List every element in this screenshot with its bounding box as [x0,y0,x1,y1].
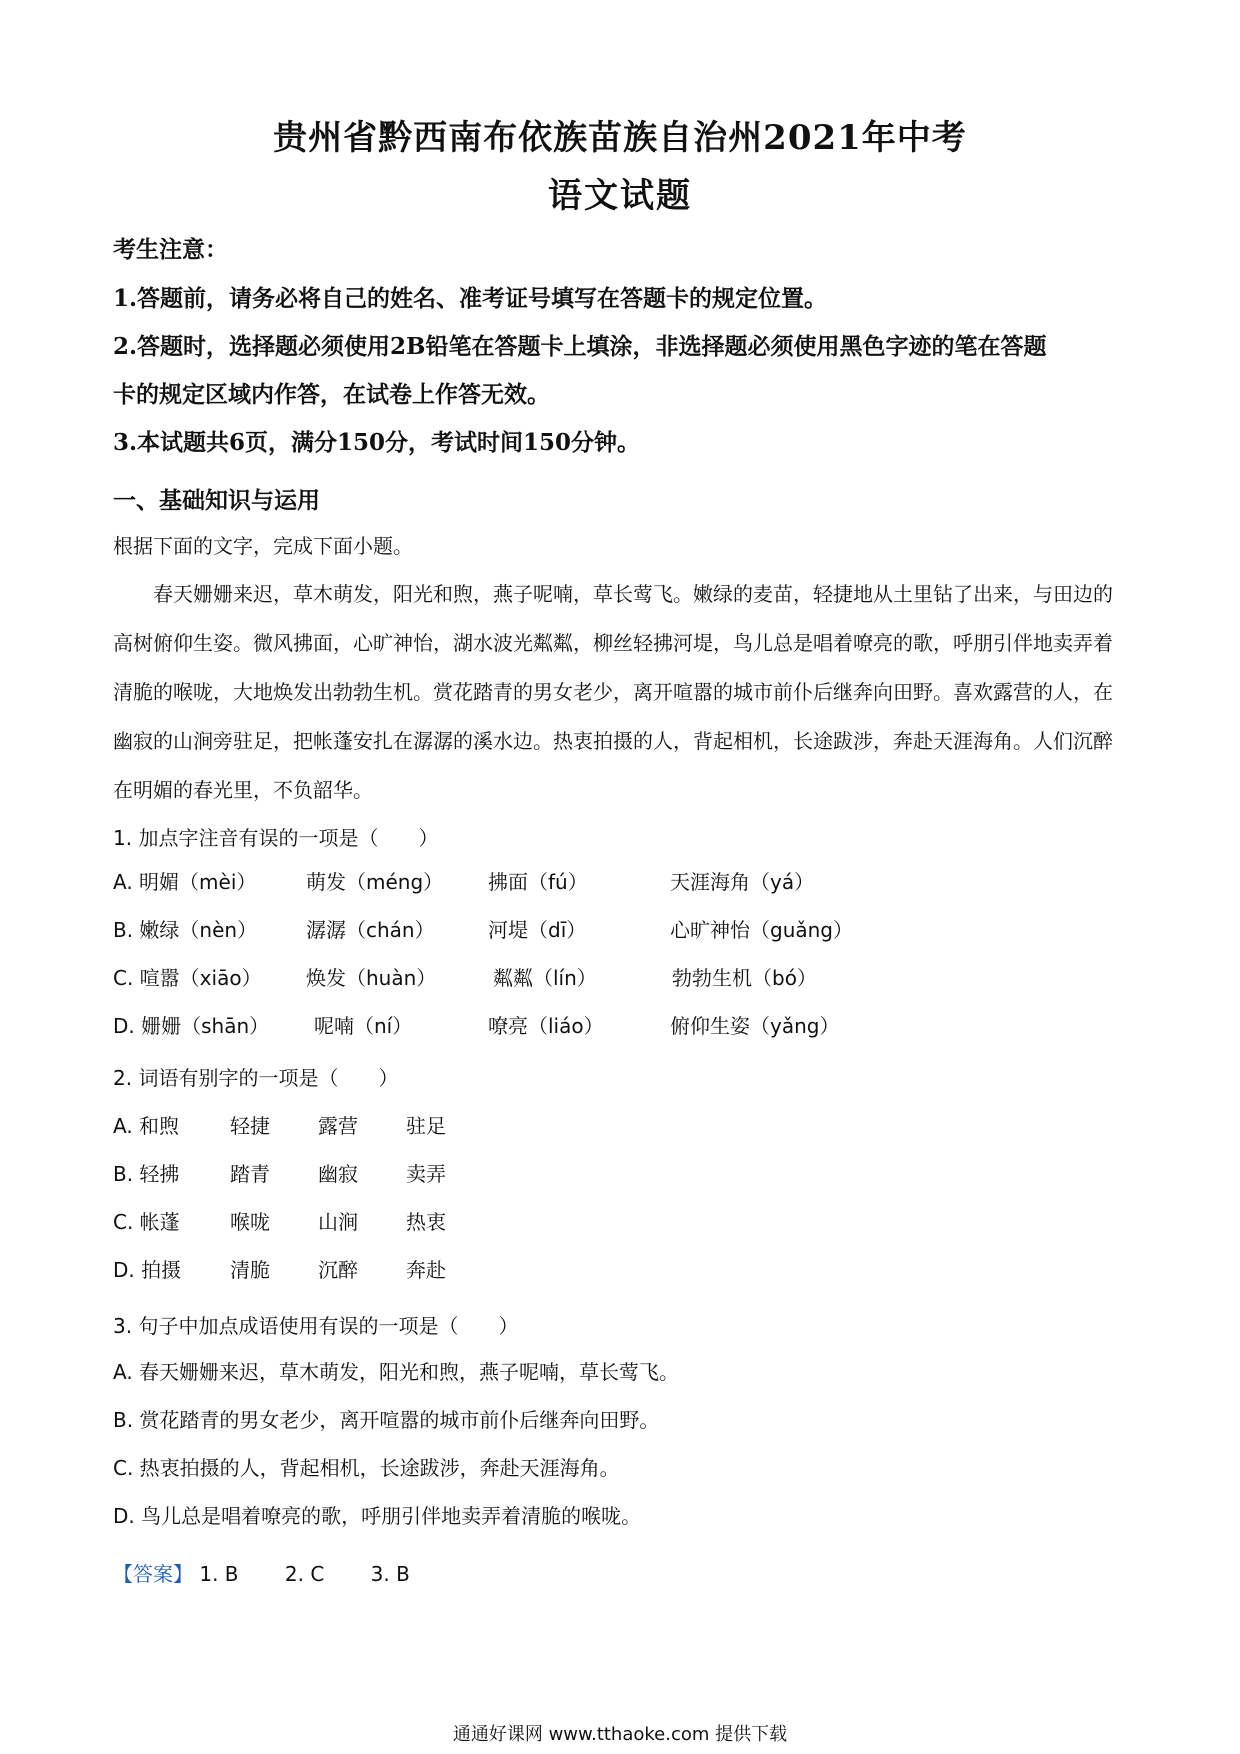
q3-option-d: D. 鸟儿总是唱着嘹亮的歌，呼朋引伴地卖弄着清脆的喉咙。 [113,1504,642,1528]
passage-text: 春天姗姗来迟，草木萌发，阳光和煦，燕子呢喃，草长莺飞。嫩绿的麦苗，轻捷地从土里钻了出来，与田边的高树俯仰生姿。微风拂面，心旷神怡，湖水波光粼粼，柳丝轻拂河堤，鸟儿总是唱着嘹亮的歌，呼朋引伴地卖弄着清脆的喉咙，大地焕发出勃勃生机。赏花踏青的男女老少，离开喧嚣的城市前仆后继奔向田野。喜欢露营的人，在幽寂的山涧旁驻足，把帐蓬安扎在潺潺的溪水边。热衷拍摄的人，背起相机，长途跋涉，奔赴天涯海角。人们沉醉在明媚的春光里，不负韶华。 [113,582,1113,802]
reading-passage [113,570,1123,815]
question-1-stem: 1. 加点字注音有误的一项是（ ） [113,826,439,850]
answer-tag: 【答案】 [113,1562,193,1586]
notice-heading: 考生注意： [113,236,228,263]
notice-item: 1.答题前，请务必将自己的姓名、准考证号填写在答题卡的规定位置。 [113,285,828,312]
q2-option-a: A. 和煦 轻捷 露营 驻足 [113,1114,446,1138]
question-2-stem: 2. 词语有别字的一项是（ ） [113,1066,399,1090]
page-title: 贵州省黔西南布依族苗族自治州2021年中考 [273,118,967,158]
q2-option-c: C. 帐蓬 喉咙 山涧 热衷 [113,1210,446,1234]
q2-option-b: B. 轻拂 踏青 幽寂 卖弄 [113,1162,446,1186]
question-3-stem: 3. 句子中加点成语使用有误的一项是（ ） [113,1314,519,1338]
page-footer: 通通好课网 www.tthaoke.com 提供下载 [452,1724,788,1745]
answer-line [113,1558,410,1587]
q1-option-a: A. 明媚（mèi） 萌发（méng） 拂面（fú） 天涯海角（yá） [113,870,815,894]
notice-item: 2.答题时，选择题必须使用2B铅笔在答题卡上填涂，非选择题必须使用黑色字迹的笔在答题 [113,333,1047,360]
answer-3: 3. B [370,1562,410,1586]
intro-text: 根据下面的文字，完成下面小题。 [113,534,413,558]
page-subtitle: 语文试题 [548,176,692,216]
q1-option-d: D. 姗姗（shān） 呢喃（ní） 嘹亮（liáo） 俯仰生姿（yǎng） [113,1014,840,1038]
notice-item: 卡的规定区域内作答，在试卷上作答无效。 [113,381,550,408]
q3-option-b: B. 赏花踏青的男女老少，离开喧嚣的城市前仆后继奔向田野。 [113,1408,660,1432]
answer-2: 2. C [284,1562,325,1586]
q1-option-c: C. 喧嚣（xiāo） 焕发（huàn） 粼粼（lín） 勃勃生机（bó） [113,966,817,990]
q2-option-d: D. 拍摄 清脆 沉醉 奔赴 [113,1258,446,1282]
answer-1: 1. B [199,1562,239,1586]
q3-option-c: C. 热衷拍摄的人，背起相机，长途跋涉，奔赴天涯海角。 [113,1456,620,1480]
section-heading: 一、基础知识与运用 [113,487,320,514]
q3-option-a: A. 春天姗姗来迟，草木萌发，阳光和煦，燕子呢喃，草长莺飞。 [113,1360,680,1384]
q1-option-b: B. 嫩绿（nèn） 潺潺（chán） 河堤（dī） 心旷神怡（guǎng） [113,918,853,942]
notice-item: 3.本试题共6页，满分150分，考试时间150分钟。 [113,429,641,456]
